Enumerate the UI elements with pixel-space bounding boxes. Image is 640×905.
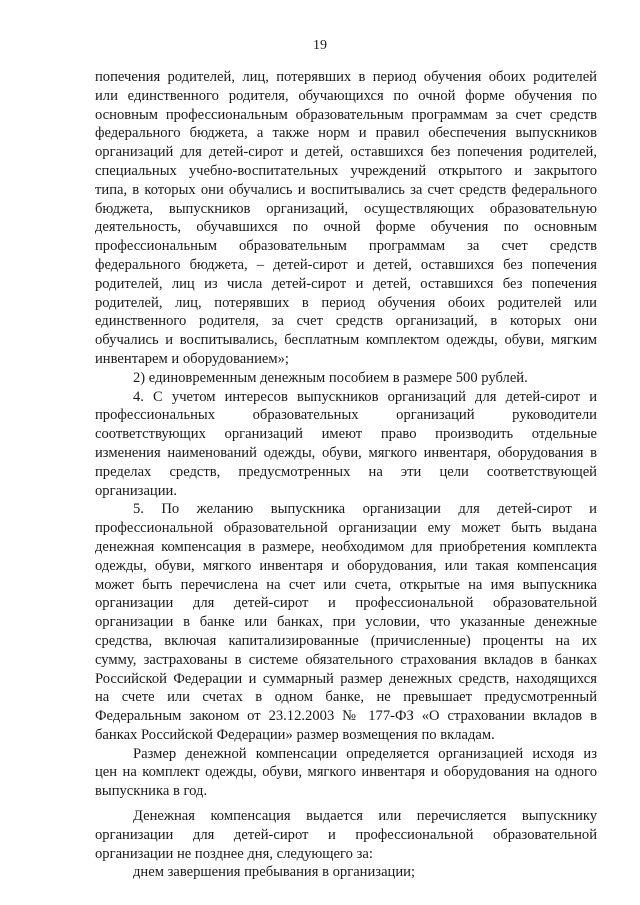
text-line: специальных учебно-воспитательных учреждений открытого и закрытого [95,162,597,179]
text-line: профессиональных образовательных организаций руководители [95,407,597,424]
text-line: 2) единовременным денежным пособием в размере 500 рублей. [133,369,528,386]
text-line: соответствующих организаций имеют право производить отдельные [95,426,597,443]
text-line: родителей, лиц, потерявших в период обучения обоих родителей или [95,294,597,311]
page-number: 19 [313,38,327,53]
text-line: федерального бюджета, а также норм и правил обеспечения выпускников [95,125,597,142]
text-line: банках Российской Федерации» размер возмещения по вкладам. [95,726,495,743]
text-line: организаций для детей-сирот и детей, оставшихся без попечения родителей, [95,144,597,161]
text-line: пределах средств, предусмотренных на эти цели соответствующей [95,463,597,480]
text-line: родителей, лиц из числа детей-сирот и детей, оставшихся без попечения [95,275,597,292]
text-line: Размер денежной компенсации определяется организацией исходя из [133,745,597,762]
text-line: выпускника в год. [95,783,208,800]
text-line: 5. По желанию выпускника организации для детей-сирот и [133,501,597,518]
text-line: 4. С учетом интересов выпускников организаций для детей-сирот и [133,388,597,405]
text-line: Денежная компенсация выдается или перечисляется выпускнику [133,808,597,825]
text-line: одежды, обуви, мягкого инвентаря и оборудования, или такая компенсация [95,557,597,574]
text-line: основным профессиональным образовательным программам за счет средств [95,106,597,123]
text-line: средства, включая капитализированные (причисленные) проценты на их [95,632,597,649]
text-line: на счете или счетах в одном банке, не превышает предусмотренный [95,689,597,706]
text-line: типа, в которых они обучались и воспитывались за счет средств федерального [95,181,597,198]
text-line: профессиональным образовательным программам за счет средств [95,238,597,255]
text-line: организации для детей-сирот и профессиональной образовательной [95,595,597,612]
text-line: организации не позднее дня, следующего за: [95,845,373,862]
text-line: организации для детей-сирот и профессиональной образовательной [95,826,597,843]
text-line: организации. [95,482,177,499]
text-line: изменения наименований одежды, обуви, мягкого инвентаря, оборудования в [95,444,597,461]
text-line: денежная компенсация в размере, необходимом для приобретения комплекта [95,538,597,555]
text-line: или единственного родителя, обучающихся по очной форме обучения по [95,87,597,104]
text-line: бюджета, выпускников организаций, осуществляющих образовательную [95,200,597,217]
text-line: попечения родителей, лиц, потерявших в период обучения обоих родителей [95,69,597,85]
text-line: обучались и воспитывались, бесплатным комплектом одежды, обуви, мягким [95,332,597,349]
text-line: может быть перечислена на счет или счета, открытые на имя выпускника [95,576,597,593]
text-line: инвентарем и оборудованием»; [95,350,289,367]
text-line: Российской Федерации и суммарный размер денежных средств, находящихся [95,670,597,687]
text-line: единственного родителя, за счет средств организаций, в которых они [95,313,597,330]
text-line: федерального бюджета, – детей-сирот и детей, оставшихся без попечения [95,256,597,273]
document-body [95,68,597,882]
text-line: деятельность, обучавшихся по очной форме обучения по основным [95,219,597,236]
text-line: организации в банке или банках, при условии, что указанные денежные [95,614,597,631]
text-line: профессиональной образовательной организации ему может быть выдана [95,520,597,537]
text-line: днем завершения пребывания в организации; [133,864,416,881]
text-line: Федеральным законом от 23.12.2003 № 177-ФЗ «О страховании вкладов в [95,708,597,725]
text-line: цен на комплект одежды, обуви, мягкого инвентаря и оборудования на одного [95,764,597,781]
text-line: сумму, застрахованы в системе обязательного страхования вкладов в банках [95,651,597,668]
